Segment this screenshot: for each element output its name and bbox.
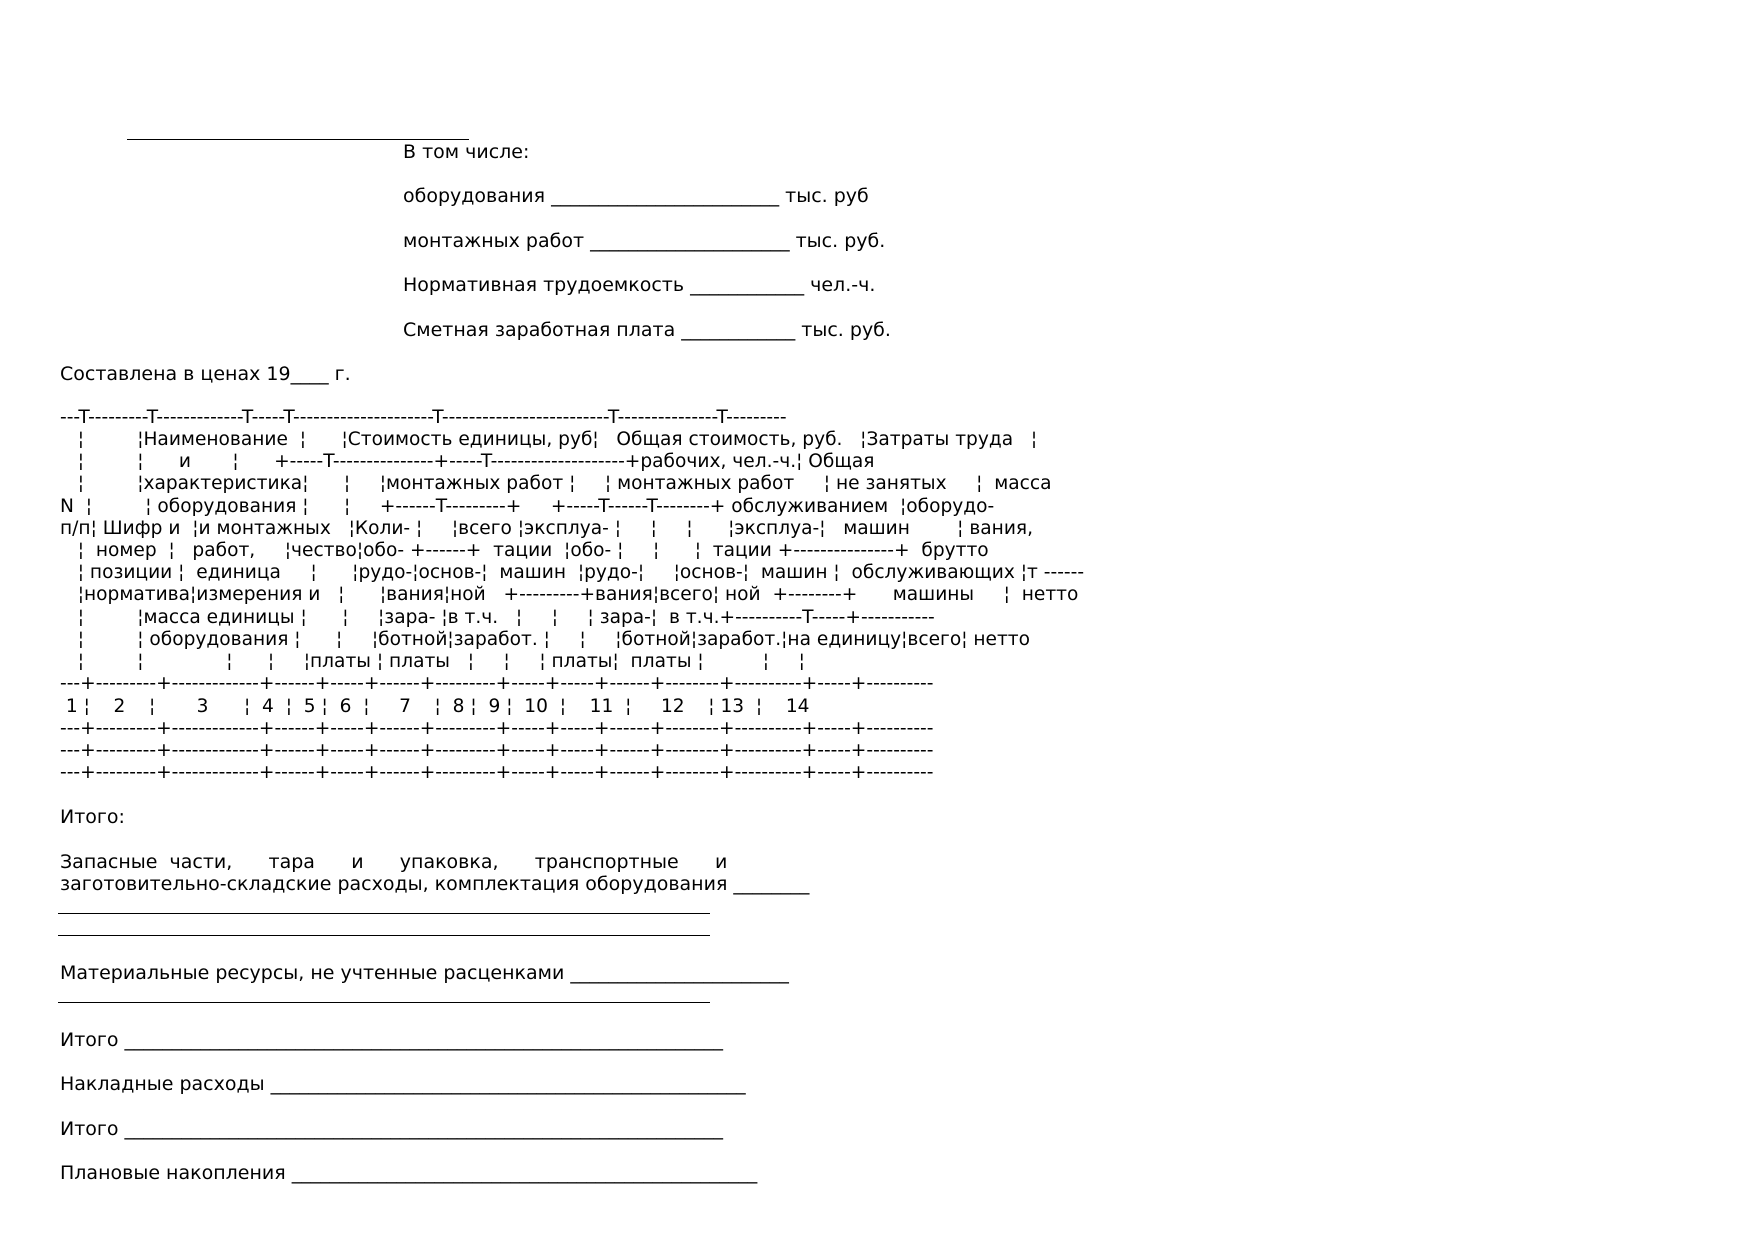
labor-intensity-line: Нормативная трудоемкость ____________ чел.-ч. <box>403 274 876 296</box>
table-header-row: ¦нормативa¦измерения и ¦ ¦вания¦ной +---------+вания¦всего¦ ной +--------+ машины ¦ нетто <box>60 584 1079 605</box>
spare-parts-line-2: заготовительно-складские расходы, комплектация оборудования ________ <box>60 873 810 895</box>
table-separator: ---+---------+-------------+------+-----+------+---------+-----+-----+------+--------+----------+-----+---------- <box>60 762 934 783</box>
total-label: Итого: <box>60 806 125 828</box>
spare-parts-line-1: Запасные части, тара и упаковка, транспортные и <box>60 851 728 873</box>
table-header-row: п/п¦ Шифр и ¦и монтажных ¦Коли- ¦ ¦всего ¦эксплуа- ¦ ¦ ¦ ¦эксплуа-¦ машин ¦ вания, <box>60 518 1034 539</box>
table-header-row: ¦ ¦Наименование ¦ ¦Стоимость единицы, руб¦ Общая стоимость, руб. ¦Затраты труда ¦ <box>60 429 1038 450</box>
table-header-row: N ¦ ¦ оборудования ¦ ¦ +------T---------+ +-----T------T--------+ обслуживанием ¦оборудо- <box>60 496 995 517</box>
table-border-top: ---T---------T-------------T-----T---------------------T-------------------------T---------------T--------- <box>60 407 787 428</box>
table-separator: ---+---------+-------------+------+-----+------+---------+-----+-----+------+--------+----------+-----+---------- <box>60 673 934 694</box>
table-column-numbers: 1 ¦ 2 ¦ 3 ¦ 4 ¦ 5 ¦ 6 ¦ 7 ¦ 8 ¦ 9 ¦ 10 ¦ 11 ¦ 12 ¦ 13 ¦ 14 <box>60 696 810 717</box>
blank-fill-line <box>58 1002 710 1003</box>
table-header-row: ¦ ¦масса единицы ¦ ¦ ¦зара- ¦в т.ч. ¦ ¦ ¦ зара-¦ в т.ч.+----------T-----+----------- <box>60 607 935 628</box>
blank-fill-line <box>58 913 710 914</box>
wage-fund-line: Сметная заработная плата ____________ тыс. руб. <box>403 319 891 341</box>
table-header-row: ¦ ¦ оборудования ¦ ¦ ¦ботной¦заработ. ¦ ¦ ¦ботной¦заработ.¦на единицу¦всего¦ нетто <box>60 629 1031 650</box>
blank-fill-line <box>58 935 710 936</box>
prices-year-line: Составлена в ценах 19____ г. <box>60 363 351 385</box>
overhead-line: Накладные расходы __________________________________________________ <box>60 1073 746 1095</box>
table-header-row: ¦ ¦ и ¦ +-----T---------------+-----T--------------------+рабочих, чел.-ч.¦ Общая <box>60 451 875 472</box>
table-header-row: ¦ позиции ¦ единица ¦ ¦рудо-¦основ-¦ машин ¦рудо-¦ ¦основ-¦ машин ¦ обслуживающих ¦т ------ <box>60 562 1085 583</box>
including-label: В том числе: <box>403 141 530 163</box>
planned-savings-line: Плановые накопления _________________________________________________ <box>60 1162 758 1184</box>
installation-cost-line: монтажных работ _____________________ тыс. руб. <box>403 230 886 252</box>
subtotal-line: Итого _______________________________________________________________ <box>60 1029 724 1051</box>
equipment-cost-line: оборудования ________________________ тыс. руб <box>403 185 869 207</box>
subtotal-line: Итого _______________________________________________________________ <box>60 1118 724 1140</box>
table-separator: ---+---------+-------------+------+-----+------+---------+-----+-----+------+--------+----------+-----+---------- <box>60 718 934 739</box>
table-header-row: ¦ ¦ ¦ ¦ ¦платы ¦ платы ¦ ¦ ¦ платы¦ платы ¦ ¦ ¦ <box>60 651 805 672</box>
materials-line: Материальные ресурсы, не учтенные расценками _______________________ <box>60 962 789 984</box>
table-separator: ---+---------+-------------+------+-----+------+---------+-----+-----+------+--------+----------+-----+---------- <box>60 740 934 761</box>
header-underline <box>127 139 469 140</box>
table-header-row: ¦ ¦характеристика¦ ¦ ¦монтажных работ ¦ ¦ монтажных работ ¦ не занятых ¦ масса <box>60 473 1052 494</box>
table-header-row: ¦ номер ¦ работ, ¦чество¦обо- +------+ тации ¦обо- ¦ ¦ ¦ тации +---------------+ брутто <box>60 540 989 561</box>
